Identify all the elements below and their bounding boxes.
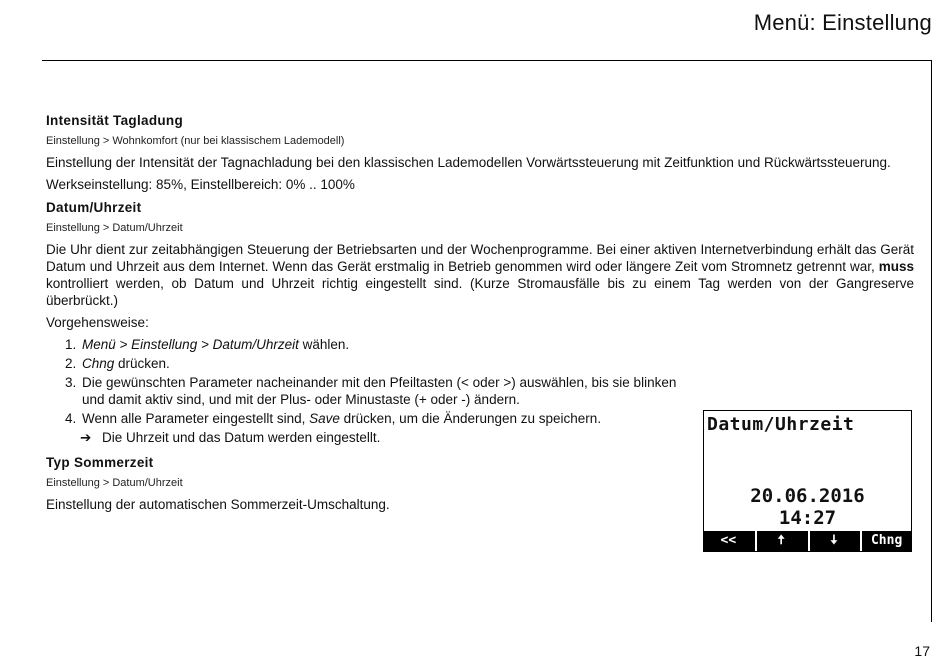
step-result — [80, 429, 692, 446]
frame-top-rule — [42, 60, 932, 61]
step-item — [80, 336, 692, 353]
text-part: Die Uhr dient zur zeitabhängigen Steuerung der Betriebsarten und der Wochenprogramme. Bei einer aktiven Internetverbindung erhält das Gerät Datum und Uhrzeit aus dem Internet. Wenn das Gerät erstmalig in Betrieb genommen wird oder längere Zeit vom Stromnetz getrennt war, — [46, 242, 914, 274]
section-intensitaet — [46, 112, 914, 193]
step-text: drücken, um die Änderungen zu speichern. — [339, 411, 602, 426]
lcd-softkey-bar — [704, 531, 911, 551]
lcd-display — [703, 410, 912, 552]
section-text: Einstellung der Intensität der Tagnachladung bei den klassischen Lademodellen Vorwärtssteuerung mit Zeitfunktion und Rückwärtssteuerung. — [46, 155, 891, 170]
text-part: kontrolliert werden, ob Datum und Uhrzeit richtig eingestellt sind. (Kurze Stromausfälle bis zu einem Tag werden von der Gangreserve überbrückt.) — [46, 276, 914, 308]
menu-path: Einstellung > Datum/Uhrzeit — [46, 477, 183, 489]
step-text: wählen. — [298, 337, 350, 352]
section-heading: Datum/Uhrzeit — [46, 200, 142, 215]
step-text: Wenn alle Parameter eingestellt sind, — [82, 411, 310, 426]
section-heading: Intensität Tagladung — [46, 113, 183, 128]
step-item — [80, 374, 692, 408]
arrow-right-icon: ➔ — [80, 430, 92, 445]
page-number: 17 — [914, 643, 930, 659]
step-key-name: Chng — [82, 356, 115, 371]
page-header-title: Menü: Einstellung — [753, 10, 932, 35]
procedure-steps — [46, 336, 692, 427]
lcd-title: Datum/Uhrzeit — [707, 414, 855, 435]
section-datum-uhrzeit — [46, 199, 914, 446]
step-text: drücken. — [114, 356, 170, 371]
result-text: Die Uhrzeit und das Datum werden eingestellt. — [102, 430, 381, 445]
menu-path: Einstellung > Wohnkomfort (nur bei klassischem Lademodell) — [46, 135, 345, 147]
step-item — [80, 355, 692, 372]
text-emphasis: muss — [878, 259, 914, 274]
steps-wrapper — [46, 336, 692, 446]
step-menu-path: Menü > Einstellung > Datum/Uhrzeit — [82, 337, 299, 352]
factory-setting: Werkseinstellung: 85%, Einstellbereich: 0% .. 100% — [46, 177, 355, 192]
lcd-key-change: Chng — [860, 531, 911, 551]
frame-right-rule — [931, 60, 932, 622]
lcd-time: 14:27 — [778, 507, 837, 529]
lcd-date: 20.06.2016 — [750, 485, 865, 507]
section-text — [46, 241, 914, 309]
step-text: Die gewünschten Parameter nacheinander mit den Pfeiltasten (< oder >) auswählen, bis sie blinken und damit aktiv sind, und mit der Plus- oder Minustaste (+ oder -) ändern. — [82, 375, 677, 407]
lcd-key-back: << — [704, 531, 753, 551]
procedure-label: Vorgehensweise: — [46, 315, 149, 330]
step-key-name: Save — [309, 411, 340, 426]
step-item — [80, 410, 692, 427]
lcd-key-up-arrow-icon: 🠅 — [755, 531, 806, 551]
menu-path: Einstellung > Datum/Uhrzeit — [46, 222, 183, 234]
lcd-key-down-arrow-icon: 🠇 — [808, 531, 859, 551]
section-text: Einstellung der automatischen Sommerzeit-Umschaltung. — [46, 497, 390, 512]
section-heading: Typ Sommerzeit — [46, 455, 154, 470]
